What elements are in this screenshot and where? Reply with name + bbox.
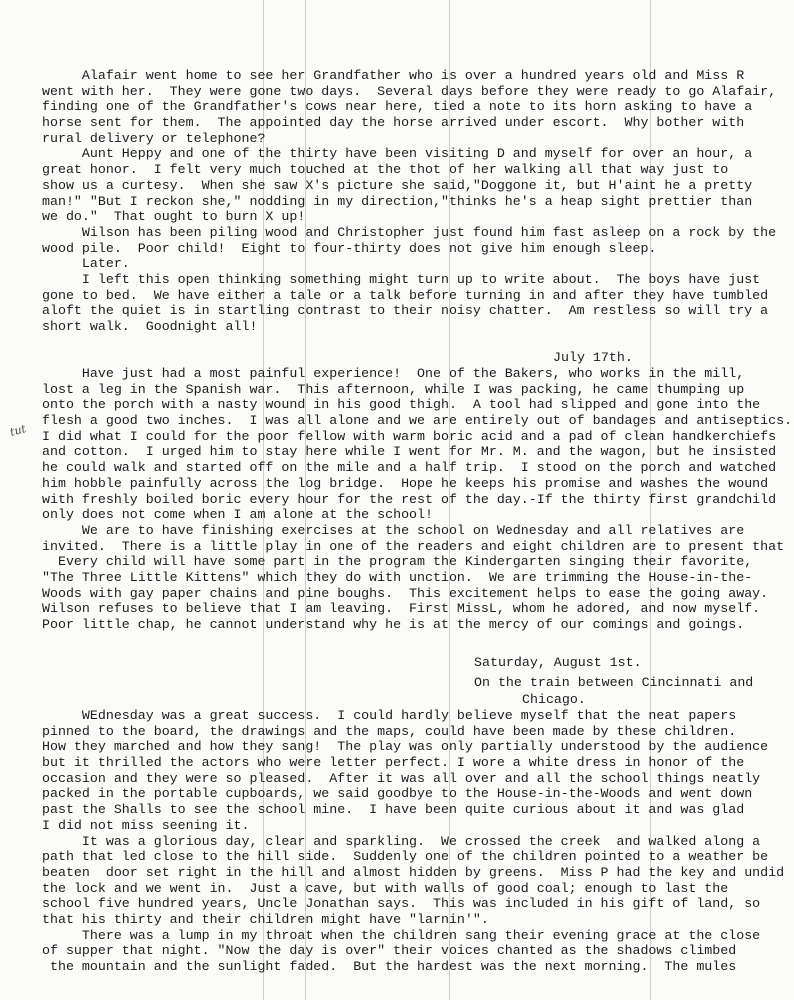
text-line: went with her. They were gone two days. Several days before they were ready to go Alafair, bbox=[42, 83, 777, 99]
text-line: beaten door set right in the hill and almost hidden by greens. Miss P had the key and undid bbox=[42, 864, 785, 880]
text-line: path that led close to the hill side. Suddenly one of the children pointed to a weather be bbox=[42, 849, 769, 865]
text-line: How they marched and how they sang! The play was only partially understood by the audience bbox=[42, 739, 769, 755]
text-line: lost a leg in the Spanish war. This afternoon, while I was packing, he came thumping up bbox=[42, 381, 745, 397]
text-line: rural delivery or telephone? bbox=[42, 130, 266, 146]
text-line: Later. bbox=[42, 256, 130, 272]
text-line: great honor. I felt very much touched at the thot of her walking all that way just to bbox=[42, 162, 729, 178]
text-line: him hobble painfully across the log bridge. Hope he keeps his promise and washes the wound bbox=[42, 475, 769, 491]
text-line: with freshly boiled boric every hour for the rest of the day.-If the thirty first grandchild bbox=[42, 491, 777, 507]
text-line: It was a glorious day, clear and sparkling. We crossed the creek and walked along a bbox=[42, 833, 761, 849]
text-line: that his thirty and their children might have "larnin'". bbox=[42, 911, 489, 927]
text-line: Every child will have some part in the program the Kindergarten singing their favorite, bbox=[42, 554, 753, 570]
entry-untitled bbox=[42, 68, 777, 335]
text-line: but it thrilled the actors who were letter perfect. I wore a white dress in honor of the bbox=[42, 755, 745, 771]
text-line: gone to bed. We have either a tale or a talk before turning in and after they have tumbled bbox=[42, 287, 769, 303]
handwritten-margin-note: tut bbox=[8, 422, 28, 439]
text-line: I left this open thinking something might turn up to write about. The boys have just bbox=[42, 271, 761, 287]
text-line: show us a curtesy. When she saw X's picture she said,"Doggone it, but H'aint he a pretty bbox=[42, 177, 753, 193]
text-line: he could walk and started off on the mile and a half trip. I stood on the porch and watched bbox=[42, 460, 777, 476]
text-line: wood pile. Poor child! Eight to four-thirty does not give him enough sleep. bbox=[42, 240, 657, 256]
text-line: I did what I could for the poor fellow with warm boric acid and a pad of clean handkerchiefs bbox=[42, 428, 777, 444]
text-line: the mountain and the sunlight faded. But the hardest was the next morning. The mules bbox=[42, 959, 737, 974]
text-line: Wilson has been piling wood and Christopher just found him fast asleep on a rock by the bbox=[42, 224, 777, 240]
text-line: flesh a good two inches. I was all alone and we are entirely out of bandages and antiseptics. bbox=[42, 413, 793, 429]
text-line: pinned to the board, the drawings and the maps, could have been made by these children. bbox=[42, 723, 737, 739]
text-line: of supper that night. "Now the day is over" their voices chanted as the shadows climbed bbox=[42, 943, 737, 959]
text-line: Alafair went home to see her Grandfather who is over a hundred years old and Miss R bbox=[42, 68, 745, 83]
text-line: Aunt Heppy and one of the thirty have been visiting D and myself for over an hour, a bbox=[42, 146, 753, 162]
entry-date-august-1: Saturday, August 1st. bbox=[474, 655, 642, 670]
text-line: past the Shalls to see the school mine. I have been quite curious about it and was glad bbox=[42, 802, 745, 818]
entry-place-city: Chicago. bbox=[522, 692, 586, 707]
text-line: There was a lump in my throat when the children sang their evening grace at the close bbox=[42, 927, 761, 943]
text-line: finding one of the Grandfather's cows near here, tied a note to its horn asking to have a bbox=[42, 99, 753, 115]
text-line: aloft the quiet is in startling contrast to their noisy chatter. Am restless so will try a bbox=[42, 303, 769, 319]
text-line: school five hundred years, Uncle Jonathan says. This was included in his gift of land, so bbox=[42, 896, 761, 912]
entry-july-17 bbox=[42, 366, 793, 633]
text-line: we do." That ought to burn X up! bbox=[42, 209, 306, 225]
entry-place: On the train between Cincinnati and bbox=[474, 675, 754, 690]
text-line: invited. There is a little play in one of the readers and eight children are to present that bbox=[42, 538, 785, 554]
text-line: and cotton. I urged him to stay here while I went for Mr. M. and the wagon, but he insisted bbox=[42, 444, 777, 460]
text-line: horse sent for them. The appointed day the horse arrived under escort. Why bother with bbox=[42, 115, 745, 131]
text-line: short walk. Goodnight all! bbox=[42, 319, 258, 334]
text-line: Have just had a most painful experience! One of the Bakers, who works in the mill, bbox=[42, 366, 745, 381]
text-line: We are to have finishing exercises at the school on Wednesday and all relatives are bbox=[42, 522, 745, 538]
text-line: occasion and they were so pleased. After it was all over and all the school things neatly bbox=[42, 770, 761, 786]
text-line: packed in the portable cupboards, we said goodbye to the House-in-the-Woods and went down bbox=[42, 786, 753, 802]
text-line: the lock and we went in. Just a cave, but with walls of good coal; enough to last the bbox=[42, 880, 729, 896]
text-line: Poor little chap, he cannot understand why he is at the mercy of our comings and goings. bbox=[42, 617, 745, 632]
text-line: onto the porch with a nasty wound in his good thigh. A tool had slipped and gone into the bbox=[42, 397, 761, 413]
text-line: "The Three Little Kittens" which they do with unction. We are trimming the House-in-the- bbox=[42, 569, 753, 585]
text-line: man!" "But I reckon she," nodding in my direction,"thinks he's a heap sight prettier than bbox=[42, 193, 753, 209]
text-line: I did not miss seening it. bbox=[42, 817, 250, 833]
text-line: only does not come when I am alone at the school! bbox=[42, 507, 433, 523]
text-line: WEdnesday was a great success. I could hardly believe myself that the neat papers bbox=[42, 708, 737, 723]
entry-august-1 bbox=[42, 708, 785, 975]
text-line: Woods with gay paper chains and pine boughs. This excitement helps to ease the going away. bbox=[42, 585, 769, 601]
text-line: Wilson refuses to believe that I am leaving. First MissL, whom he adored, and now myself. bbox=[42, 601, 761, 617]
entry-date-july-17: July 17th. bbox=[553, 350, 633, 365]
